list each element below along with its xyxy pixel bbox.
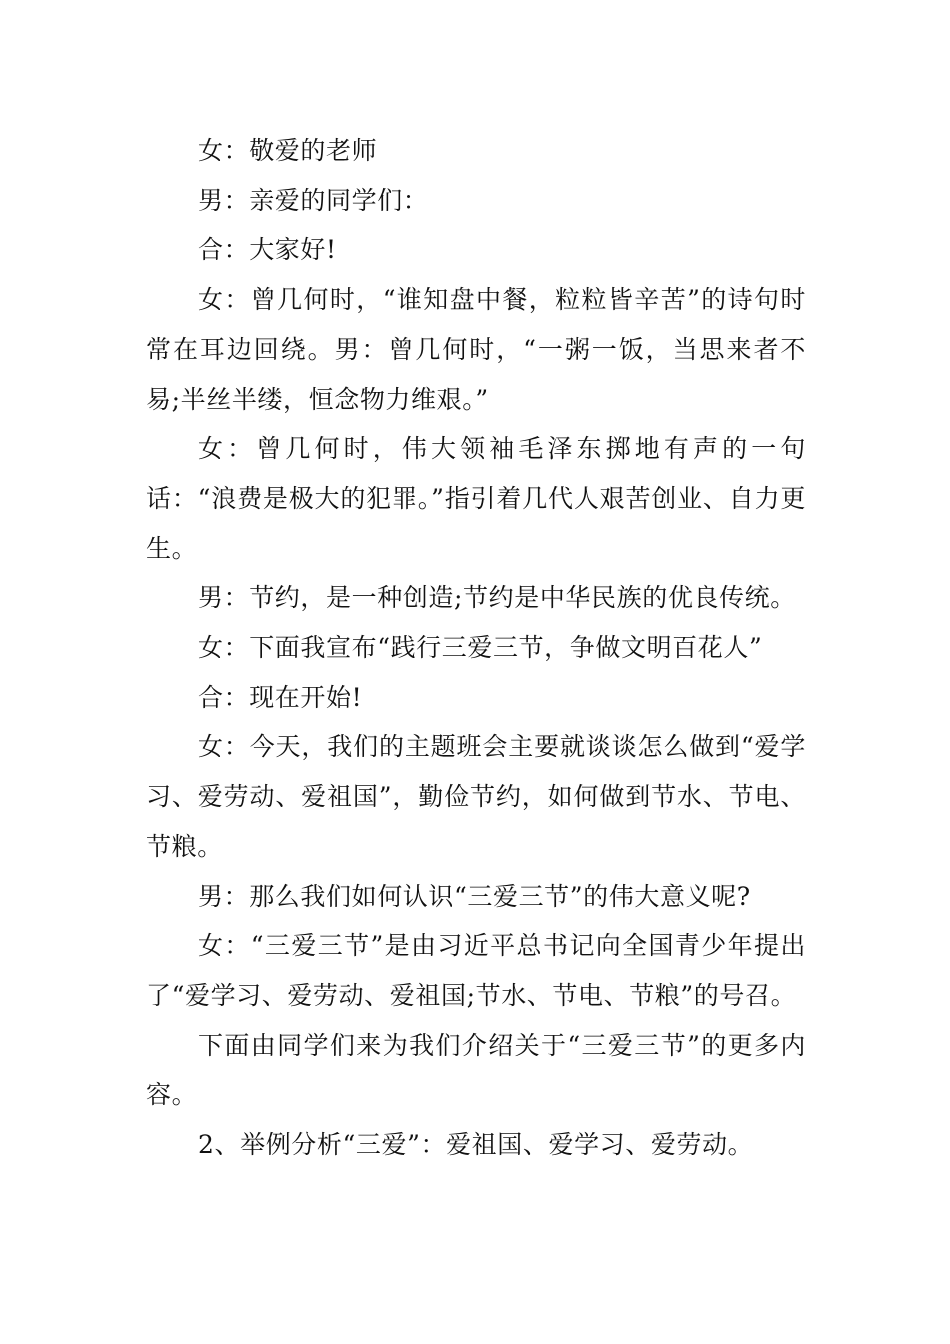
- paragraph-introduction: 下面由同学们来为我们介绍关于“三爱三节”的更多内容。: [146, 1030, 806, 1110]
- document-body: [146, 126, 806, 1170]
- paragraph-greeting-all: 合：大家好!: [198, 235, 337, 265]
- paragraph-start: 合：现在开始!: [198, 682, 363, 712]
- paragraph-poem-quote: 女：曾几何时，“谁知盘中餐，粒粒皆辛苦”的诗句时常在耳边回绕。男：曾几何时，“一粥一饭，当思来者不易;半丝半缕，恒念物力维艰。”: [146, 285, 806, 414]
- paragraph-mao-quote: 女：曾几何时，伟大领袖毛泽东掷地有声的一句话：“浪费是极大的犯罪。”指引着几代人艰苦创业、自力更生。: [146, 434, 806, 563]
- paragraph-greeting-teacher: 女：敬爱的老师: [198, 136, 378, 165]
- paragraph-theme: 女：今天，我们的主题班会主要就谈谈怎么做到“爱学习、爱劳动、爱祖国”，勤俭节约，如何做到节水、节电、节粮。: [146, 732, 806, 861]
- paragraph-origin: 女：“三爱三节”是由习近平总书记向全国青少年提出了“爱学习、爱劳动、爱祖国;节水、节电、节粮”的号召。: [146, 931, 806, 1010]
- paragraph-announcement: 女：下面我宣布“践行三爱三节，争做文明百花人”: [198, 633, 763, 663]
- paragraph-section-2: 2、举例分析“三爱”：爱祖国、爱学习、爱劳动。: [198, 1130, 754, 1160]
- paragraph-thrift-tradition: 男：节约，是一种创造;节约是中华民族的优良传统。: [198, 583, 796, 613]
- paragraph-question: 男：那么我们如何认识“三爱三节”的伟大意义呢?: [198, 881, 751, 911]
- paragraph-greeting-students: 男：亲爱的同学们：: [198, 185, 429, 215]
